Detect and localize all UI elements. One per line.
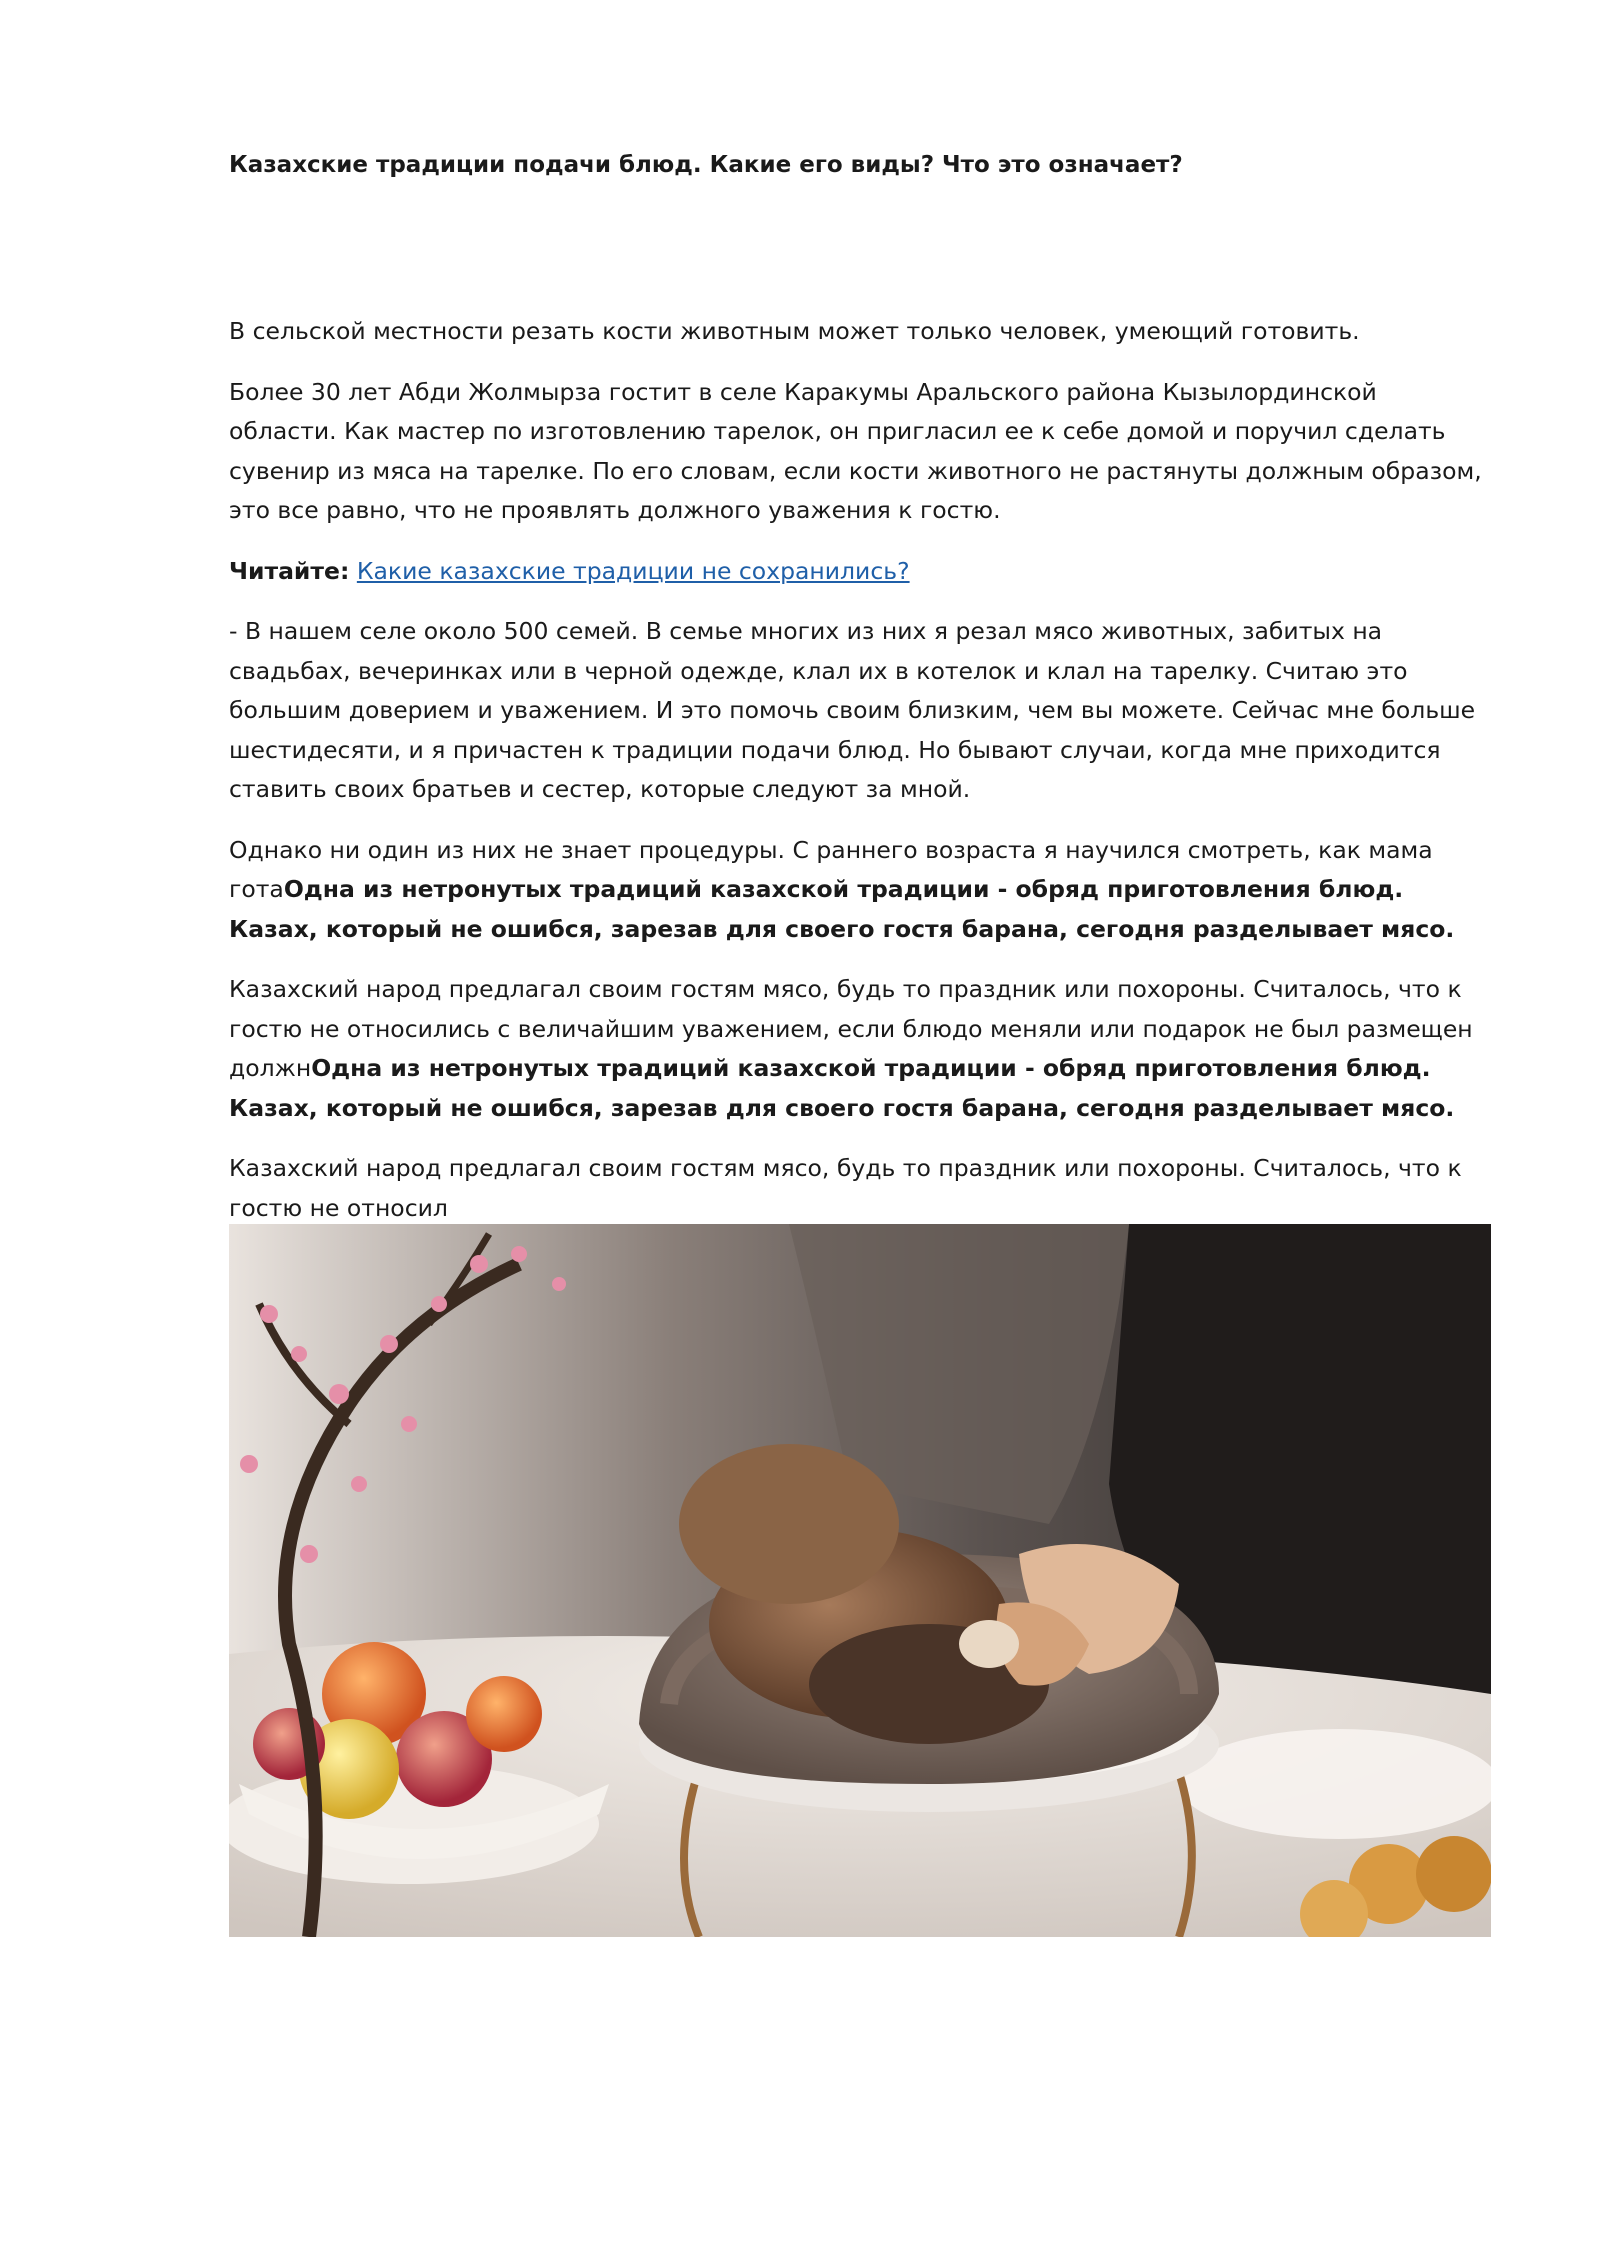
paragraph-guests (229, 970, 1491, 1128)
paragraph-intro: В сельской местности резать кости животным может только человек, умеющий готовить. (229, 317, 1360, 345)
meat-dish-photo (229, 1224, 1491, 1937)
paragraph-abdi: Более 30 лет Абди Жолмырза гостит в селе Каракумы Аральского района Кызылординской области. Как мастер по изготовлению тарелок, он пригласил ее к себе домой и поручил сделать сувенир из мяса на тарелке. По его словам, если кости животного не растянуты должным образом, это все равно, что не проявлять должного уважения к гостю. (229, 377, 1482, 524)
document-title: Казахские традиции подачи блюд. Какие его виды? Что это означает? (229, 152, 1183, 178)
paragraph-procedure-bold: Одна из нетронутых традиций казахской традиции - обряд приготовления блюд. Казах, который не ошибся, зарезав для своего гостя барана, сегодня разделывает мясо. (229, 875, 1455, 943)
read-also-link[interactable]: Какие казахские традиции не сохранились? (356, 556, 910, 585)
paragraph-quote: - В нашем селе около 500 семей. В семье многих из них я резал мясо животных, забитых на свадьбах, вечеринках или в черной одежде, клал их в котелок и клал на тарелку. Считаю это большим доверием и уважением. И это помочь своим близким, чем вы можете. Сейчас мне больше шестидесяти, и я причастен к традиции подачи блюд. Но бывают случаи, когда мне приходится ставить своих братьев и сестер, которые следуют за мной. (229, 617, 1476, 803)
read-also-label: Читайте: (229, 556, 350, 585)
paragraph-procedure-text: Однако ни один из них не знает процедуры. С раннего возраста я научился смотреть, как мама гота (229, 835, 1433, 903)
paragraph-guests-repeat: Казахский народ предлагал своим гостям мясо, будь то праздник или похороны. Считалось, что к гостю не относил (229, 1154, 1462, 1222)
paragraph-guests-bold: Одна из нетронутых традиций казахской традиции - обряд приготовления блюд. Казах, который не ошибся, зарезав для своего гостя барана, сегодня разделывает мясо. (229, 1054, 1455, 1122)
paragraph-procedure (229, 831, 1491, 950)
document-body (229, 312, 1491, 1228)
read-also (229, 552, 1491, 592)
paragraph-guests-text: Казахский народ предлагал своим гостям мясо, будь то праздник или похороны. Считалось, что к гостю не относились с величайшим уважением, если блюдо меняли или подарок не был размещен должн (229, 975, 1473, 1082)
